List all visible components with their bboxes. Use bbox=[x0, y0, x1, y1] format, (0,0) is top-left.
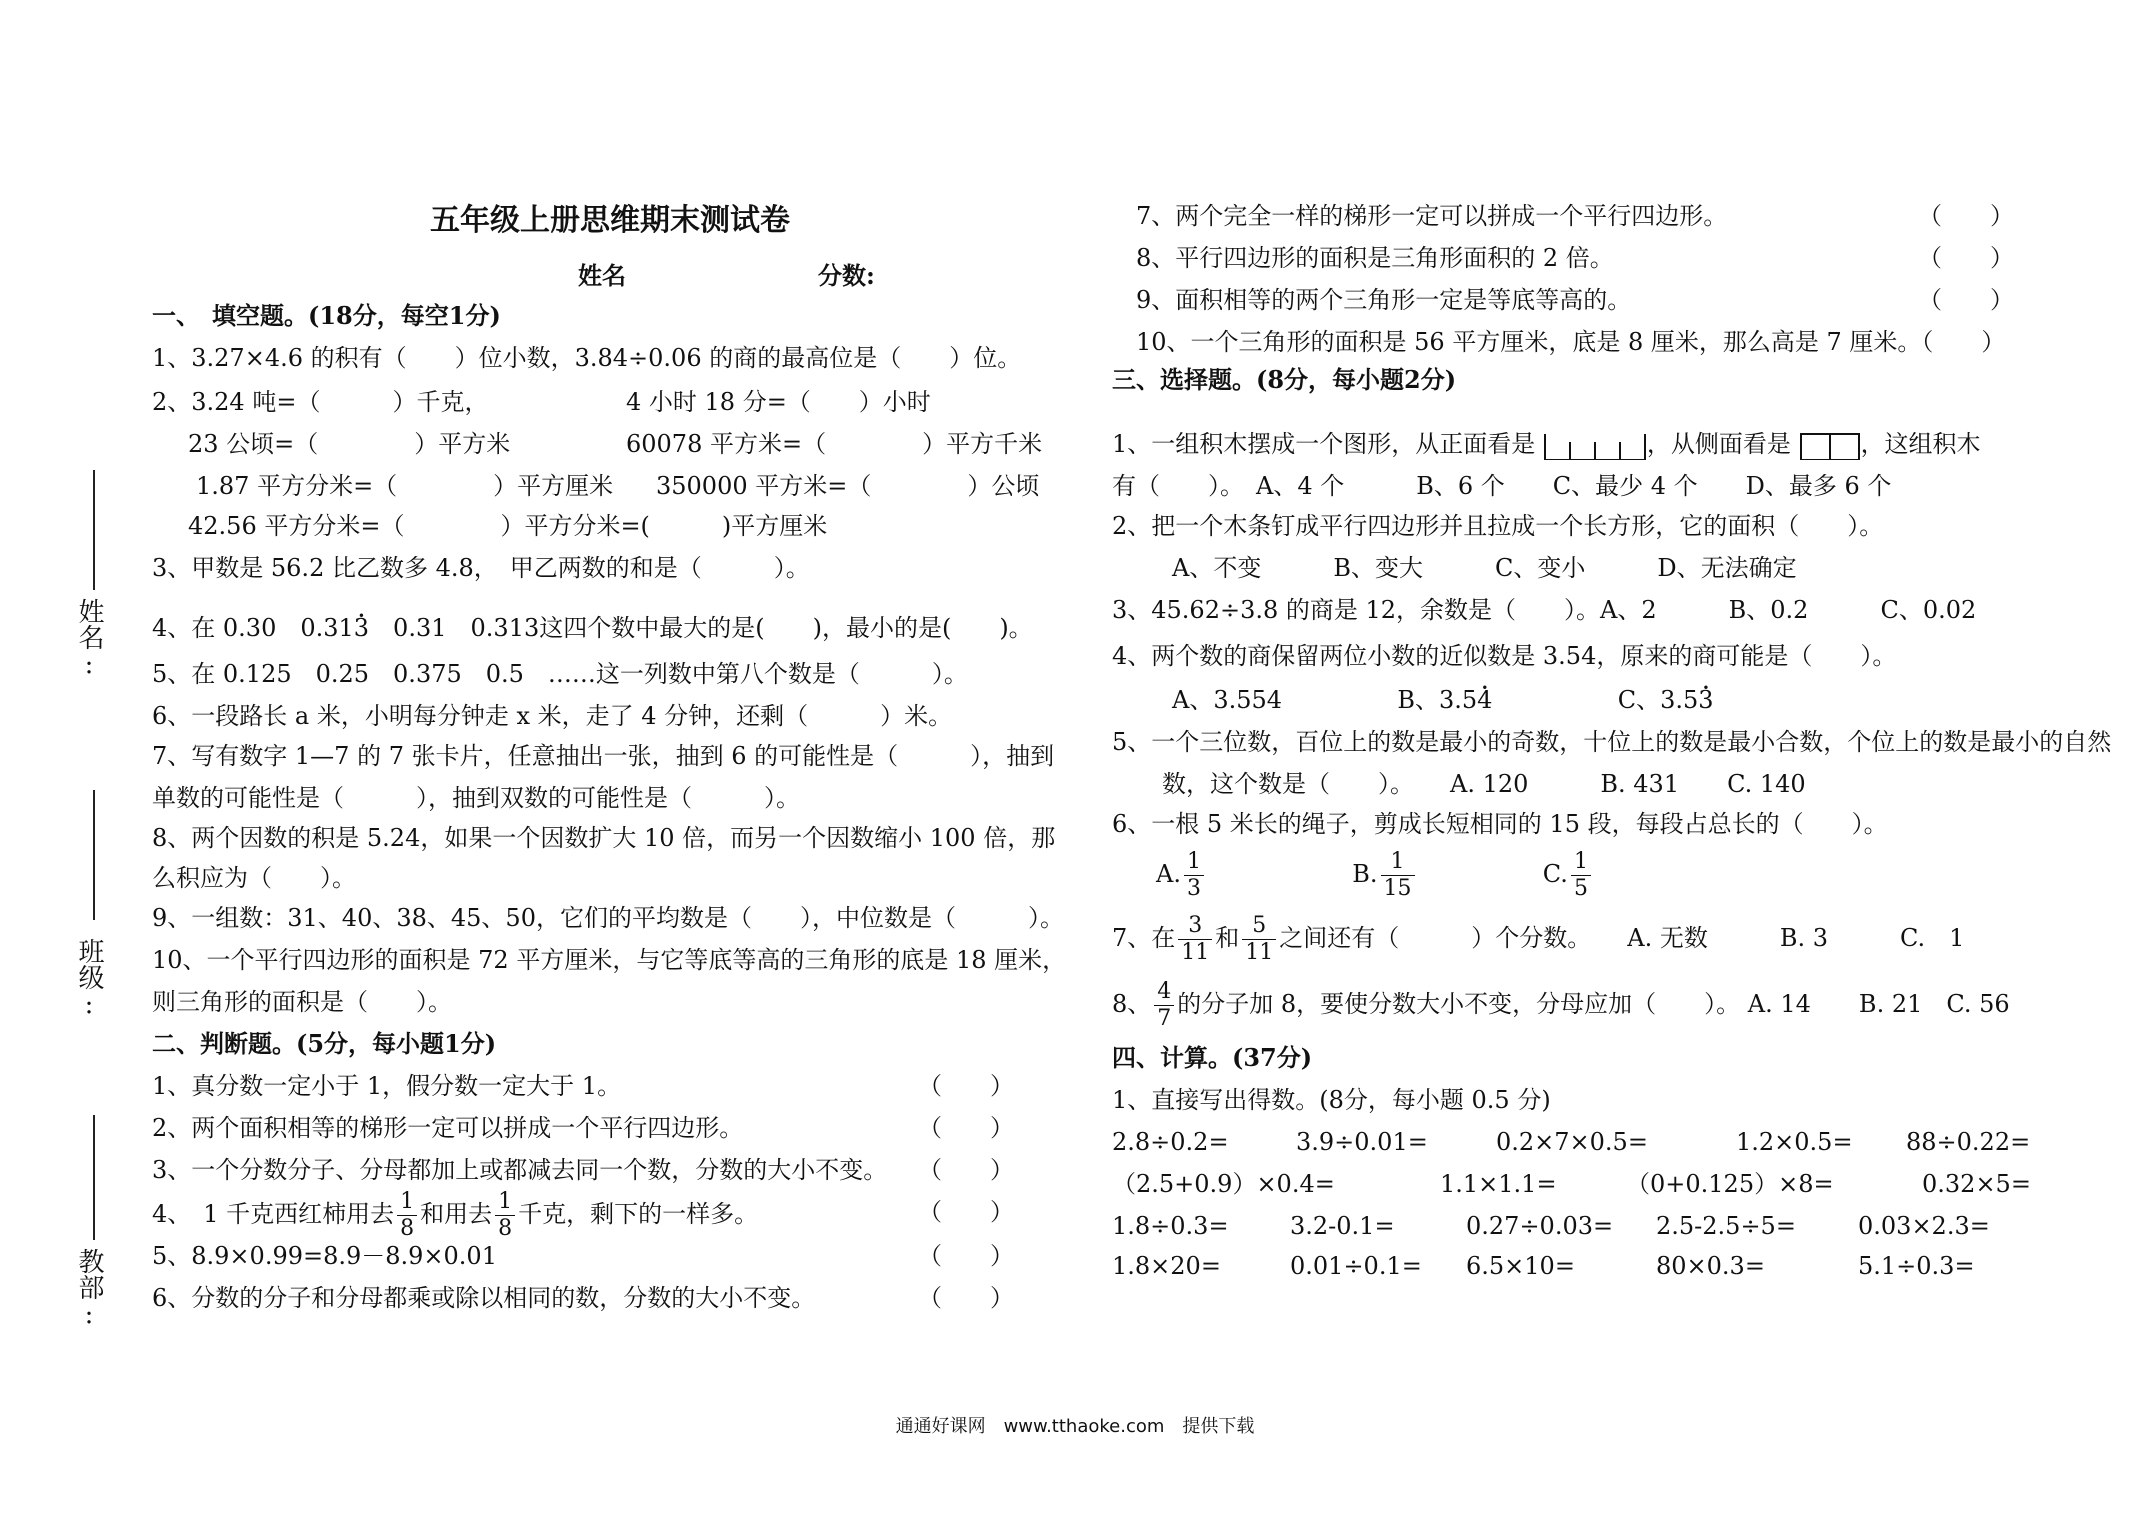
margin-dept-label: 教部: bbox=[74, 1248, 104, 1330]
choice-q4-option-a-repeat: 54 bbox=[1251, 686, 1283, 714]
judge-q4-mid: 和用去 bbox=[420, 1200, 493, 1228]
choice-q2-options: A、不变 B、变大 C、变小 D、无法确定 bbox=[1172, 554, 1797, 582]
calc-instruction: 1、直接写出得数。(8分，每小题 0.5 分) bbox=[1112, 1086, 1551, 1114]
calc-item: 2.5-2.5÷5= bbox=[1656, 1212, 1796, 1240]
section2-heading: 二、判断题。(5分，每小题1分) bbox=[152, 1029, 497, 1058]
choice-q1-prefix: 1、一组积木摆成一个图形，从正面看是 bbox=[1112, 430, 1536, 458]
section4-heading: 四、计算。(37分) bbox=[1112, 1043, 1313, 1072]
fill-q6: 6、一段路长 a 米，小明每分钟走 x 米，走了 4 分钟，还剩（ ）米。 bbox=[152, 702, 953, 730]
judge-q5-answer[interactable]: （ ） bbox=[918, 1242, 1014, 1270]
choice-q7-prefix: 7、在 bbox=[1112, 924, 1176, 952]
choice-q7-and: 和 bbox=[1215, 924, 1240, 952]
calc-item: （2.5+0.9）×0.4= bbox=[1112, 1170, 1335, 1198]
choice-q4-option-b-repeat: • 4 bbox=[1477, 686, 1492, 714]
front-view-blocks-icon bbox=[1543, 432, 1647, 460]
fill-q2-hectare2: 350000 平方米=（ ）公顷 bbox=[656, 472, 1040, 500]
margin-name-label: 姓名: bbox=[74, 598, 104, 680]
judge-q1-answer[interactable]: （ ） bbox=[918, 1072, 1014, 1100]
fraction-1-8-a: $\frac{1}{8}$ bbox=[397, 1189, 417, 1242]
choice-q7-suffix: 之间还有（ ）个分数。 A. 无数 B. 3 C. 1 bbox=[1279, 924, 1965, 952]
choice-q4-option-c-repeat: • 3 bbox=[1698, 686, 1713, 714]
judge-q9-answer[interactable]: （ ） bbox=[1918, 286, 2014, 314]
fraction-1-5: $\frac{1}{5}$ bbox=[1571, 849, 1591, 902]
fraction-1-3: $\frac{1}{3}$ bbox=[1184, 849, 1204, 902]
calc-item: 3.2-0.1= bbox=[1290, 1212, 1395, 1240]
fill-q2-sqcm: 1.87 平方分米=（ ）平方厘米 bbox=[196, 472, 614, 500]
choice-q6-option-c-label: C. bbox=[1542, 860, 1568, 888]
fraction-5-11: $\frac{5}{11}$ bbox=[1242, 913, 1276, 966]
choice-q8 bbox=[1112, 976, 2010, 1032]
q4-prefix: 4、在 0. bbox=[152, 614, 246, 642]
calc-item: 0.03×2.3= bbox=[1858, 1212, 1990, 1240]
judge-q8-answer[interactable]: （ ） bbox=[1918, 244, 2014, 272]
choice-q8-prefix: 8、 bbox=[1112, 990, 1152, 1018]
fraction-4-7: $\frac{4}{7}$ bbox=[1154, 979, 1174, 1032]
choice-q6-line1: 6、一根 5 米长的绳子，剪成长短相同的 15 段，每段占总长的（ ）。 bbox=[1112, 810, 1888, 838]
margin-class-line bbox=[93, 790, 95, 920]
fill-q2-sqkm: 60078 平方米=（ ）平方千米 bbox=[626, 430, 1043, 458]
calc-item: 1.1×1.1= bbox=[1440, 1170, 1557, 1198]
q4-num-c-repeat: 31 bbox=[415, 614, 447, 642]
q4-num-d-repeat: 313 bbox=[493, 614, 540, 642]
fill-q10-line1: 10、一个平行四边形的面积是 72 平方厘米，与它等底等高的三角形的底是 18 厘米， bbox=[152, 946, 1067, 974]
calc-item: 0.2×7×0.5= bbox=[1496, 1128, 1648, 1156]
q4-num-d: 0. bbox=[446, 614, 494, 642]
side-view-blocks-icon bbox=[1799, 432, 1861, 460]
calc-item: 80×0.3= bbox=[1656, 1252, 1765, 1280]
score-label: 分数: bbox=[818, 261, 875, 290]
choice-q7 bbox=[1112, 910, 1964, 966]
choice-q3: 3、45.62÷3.8 的商是 12，余数是（ ）。A、2 B、0.2 C、0.02 bbox=[1112, 596, 1977, 624]
fill-q9: 9、一组数：31、40、38、45、50，它们的平均数是（ ），中位数是（ ）。 bbox=[152, 904, 1064, 932]
choice-q5-line2: 数，这个数是（ ）。 A. 120 B. 431 C. 140 bbox=[1162, 770, 1806, 798]
name-label: 姓名 bbox=[578, 261, 626, 290]
calc-item: 3.9÷0.01= bbox=[1296, 1128, 1428, 1156]
calc-item: 1.2×0.5= bbox=[1736, 1128, 1853, 1156]
calc-item: 0.01÷0.1= bbox=[1290, 1252, 1422, 1280]
section1-heading: 一、 填空题。(18分，每空1分) bbox=[152, 301, 501, 330]
judge-q4 bbox=[152, 1186, 758, 1242]
judge-q3: 3、一个分数分子、分母都加上或都减去同一个数，分数的大小不变。 bbox=[152, 1156, 888, 1184]
choice-q1-mid: ，从侧面看是 bbox=[1646, 430, 1791, 458]
fraction-3-11: $\frac{3}{11}$ bbox=[1178, 913, 1212, 966]
q4-num-b: 0.31 bbox=[276, 614, 354, 642]
calc-item: 6.5×10= bbox=[1466, 1252, 1575, 1280]
fraction-1-8-b: $\frac{1}{8}$ bbox=[495, 1189, 515, 1242]
fill-q1: 1、3.27×4.6 的积有（ ）位小数，3.84÷0.06 的商的最高位是（ ）位。 bbox=[152, 344, 1022, 372]
q4-num-b-repeat: • 3 bbox=[354, 614, 369, 642]
choice-q5-line1: 5、一个三位数，百位上的数是最小的奇数，十位上的数是最小合数，个位上的数是最小的自然 bbox=[1112, 728, 2112, 756]
margin-name-line bbox=[93, 470, 95, 590]
judge-q4-suffix: 千克，剩下的一样多。 bbox=[518, 1200, 759, 1228]
fill-q4 bbox=[152, 612, 1033, 644]
choice-q6-option-a-label: A. bbox=[1156, 860, 1181, 888]
margin-class-label: 班级: bbox=[74, 938, 104, 1020]
calc-item: 0.32×5= bbox=[1922, 1170, 2031, 1198]
fill-q8-line2: 么积应为（ ）。 bbox=[152, 864, 356, 892]
fill-q2-sqdm: 42.56 平方分米=（ ）平方分米=( )平方厘米 bbox=[188, 512, 828, 540]
judge-q1: 1、真分数一定小于 1，假分数一定大于 1。 bbox=[152, 1072, 622, 1100]
calc-item: 1.8÷0.3= bbox=[1112, 1212, 1229, 1240]
fill-q8-line1: 8、两个因数的积是 5.24，如果一个因数扩大 10 倍，而另一个因数缩小 100 倍，那 bbox=[152, 824, 1056, 852]
judge-q6-answer[interactable]: （ ） bbox=[918, 1284, 1014, 1312]
judge-q3-answer[interactable]: （ ） bbox=[918, 1156, 1014, 1184]
calc-item: 0.27÷0.03= bbox=[1466, 1212, 1614, 1240]
calc-item: 5.1÷0.3= bbox=[1858, 1252, 1975, 1280]
margin-dept-line bbox=[93, 1115, 95, 1240]
fill-q2-hectare: 23 公顷=（ ）平方米 bbox=[188, 430, 511, 458]
judge-q5: 5、8.9×0.99=8.9－8.9×0.01 bbox=[152, 1242, 497, 1270]
choice-q4-option-a: A、3.5 bbox=[1172, 686, 1252, 714]
calc-item: （0+0.125）×8= bbox=[1626, 1170, 1834, 1198]
choice-q1-suffix: ，这组积木 bbox=[1860, 430, 1981, 458]
q4-num-a: 30 bbox=[245, 614, 277, 642]
fill-q2-tons: 2、3.24 吨=（ ）千克， bbox=[152, 388, 489, 416]
choice-q8-suffix: 的分子加 8，要使分数大小不变，分母应加（ ）。 A. 14 B. 21 C. 56 bbox=[1177, 990, 2010, 1018]
choice-q4-options bbox=[1172, 684, 1714, 716]
fill-q7-line2: 单数的可能性是（ ），抽到双数的可能性是（ ）。 bbox=[152, 784, 800, 812]
fill-q5: 5、在 0.125 0.25 0.375 0.5 ……这一列数中第八个数是（ ）。 bbox=[152, 660, 968, 688]
fill-q7-line1: 7、写有数字 1—7 的 7 张卡片，任意抽出一张，抽到 6 的可能性是（ ），抽到 bbox=[152, 742, 1055, 770]
judge-q7: 7、两个完全一样的梯形一定可以拼成一个平行四边形。 bbox=[1136, 202, 1728, 230]
judge-q4-answer[interactable]: （ ） bbox=[918, 1198, 1014, 1226]
calc-item: 2.8÷0.2= bbox=[1112, 1128, 1229, 1156]
fill-q10-line2: 则三角形的面积是（ ）。 bbox=[152, 988, 452, 1016]
exam-title: 五年级上册思维期末测试卷 bbox=[430, 203, 790, 238]
q4-suffix: 这四个数中最大的是( )，最小的是( )。 bbox=[539, 614, 1033, 642]
judge-q4-prefix: 4、 1 千克西红柿用去 bbox=[152, 1200, 395, 1228]
q4-num-c: 0. bbox=[369, 614, 416, 642]
fraction-1-15: $\frac{1}{15}$ bbox=[1381, 849, 1415, 902]
fill-q3: 3、甲数是 56.2 比乙数多 4.8， 甲乙两数的和是（ ）。 bbox=[152, 554, 810, 582]
choice-q1-line1 bbox=[1112, 428, 1981, 460]
judge-q6: 6、分数的分子和分母都乘或除以相同的数，分数的大小不变。 bbox=[152, 1284, 816, 1312]
judge-q8: 8、平行四边形的面积是三角形面积的 2 倍。 bbox=[1136, 244, 1614, 272]
judge-q2: 2、两个面积相等的梯形一定可以拼成一个平行四边形。 bbox=[152, 1114, 744, 1142]
choice-q4-option-c: C、3.5 bbox=[1617, 686, 1699, 714]
choice-q4-line1: 4、两个数的商保留两位小数的近似数是 3.54，原来的商可能是（ ）。 bbox=[1112, 642, 1897, 670]
choice-q1-line2: 有（ ）。 A、4 个 B、6 个 C、最少 4 个 D、最多 6 个 bbox=[1112, 472, 1892, 500]
choice-q6-option-b-label: B. bbox=[1352, 860, 1378, 888]
judge-q7-answer[interactable]: （ ） bbox=[1918, 202, 2014, 230]
fill-q2-hours: 4 小时 18 分=（ ）小时 bbox=[626, 388, 931, 416]
judge-q10: 10、一个三角形的面积是 56 平方厘米，底是 8 厘米，那么高是 7 厘米。（ ） bbox=[1136, 328, 2006, 356]
calc-item: 1.8×20= bbox=[1112, 1252, 1221, 1280]
calc-item: 88÷0.22= bbox=[1906, 1128, 2031, 1156]
judge-q9: 9、面积相等的两个三角形一定是等底等高的。 bbox=[1136, 286, 1632, 314]
judge-q2-answer[interactable]: （ ） bbox=[918, 1114, 1014, 1142]
section3-heading: 三、选择题。(8分，每小题2分) bbox=[1112, 365, 1457, 394]
choice-q6-options bbox=[1156, 846, 1594, 902]
choice-q2-line1: 2、把一个木条钉成平行四边形并且拉成一个长方形，它的面积（ ）。 bbox=[1112, 512, 1884, 540]
footer-credit: 通通好课网 www.tthaoke.com 提供下载 bbox=[895, 1416, 1255, 1437]
choice-q4-option-b: B、3.5 bbox=[1397, 686, 1478, 714]
